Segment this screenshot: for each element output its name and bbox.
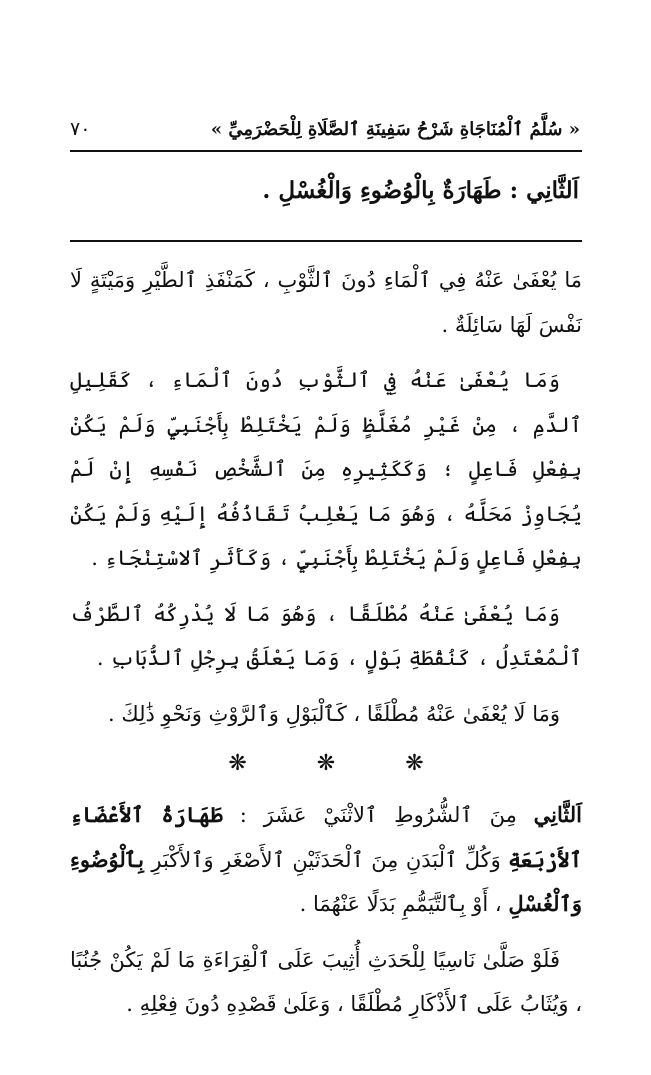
condition-middle: وَكُلِّ ٱلْبَدَنِ مِنَ ٱلْحَدَثَيْنِ ٱلأَصْغَرِ وَٱلأَكْبَرِ: [143, 847, 509, 872]
section-separator: [70, 747, 582, 781]
paragraph-garment-exemption: وَمَا يُعْفَىٰ عَنْهُ فِي ٱلثَّوْبِ دُونَ ٱلْمَاءِ ، كَقَلِيلِ ٱلدَّمِ ، مِنْ غَيْرِ مُغَلَّظٍ وَلَمْ يَخْتَلِطْ بِأَجْنَبِيٍّ وَلَمْ يَكُنْ بِفِعْلِ فَاعِلٍ ؛ وَكَكَثِيرِهِ مِنَ ٱلشَّخْصِ نَفْسِهِ إِنْ لَمْ يُجَاوِزْ مَحَلَّهُ ، وَهُوَ مَا يَغْلِبُ تَقَاذُفُهُ إِلَيْهِ وَلَمْ يَكُنْ بِفِعْلِ فَاعِلٍ وَلَمْ يَخْتَلِطْ بِأَجْنَبِيٍّ ، وَكَأَثَرِ ٱلاسْتِنْجَاءِ .: [70, 368, 582, 570]
header-rule: [70, 150, 582, 152]
running-title: « سُلَّمُ ٱلْمُنَاجَاةِ شَرْحُ سَفِينَةِ ٱلصَّلَاةِ لِلْحَضْرَمِيِّ »: [210, 118, 580, 140]
condition-intro: مِنَ ٱلشُّرُوطِ ٱلاثْنَيْ عَشَرَ :: [222, 803, 534, 827]
body-text: [70, 258, 582, 1038]
separator-star: ❋: [228, 750, 247, 776]
section-heading: اَلثَّانِي : طَهَارَةٌ بِالْوُضُوءِ وَالْغُسْلِ .: [262, 177, 579, 204]
page-number: ٧٠: [70, 118, 91, 140]
paragraph-second-condition: [70, 793, 582, 927]
separator-star: ❋: [405, 750, 424, 776]
condition-bold-phrase: طَهَارَةُ ٱلأَعْضَاءِ ٱلأَرْبَعَةِ: [70, 802, 582, 872]
separator-star: ❋: [316, 750, 336, 776]
heading-rule: [70, 240, 582, 242]
condition-lead: اَلثَّانِي: [533, 802, 582, 827]
paragraph-absolute-exemption: وَمَا يُعْفَىٰ عَنْهُ مُطْلَقًا ، وَهُوَ مَا لَا يُدْرِكُهُ ٱلطَّرْفُ ٱلْمُعْتَدِلُ ، كَنُقْطَةِ بَوْلٍ ، وَمَا يَعْلَقُ بِرِجْلِ ٱلذُّبَابِ .: [70, 601, 582, 670]
paragraph-no-exemption: وَمَا لَا يُعْفَىٰ عَنْهُ مُطْلَقًا ، كَٱلْبَوْلِ وَٱلرَّوْثِ وَنَحْوِ ذَٰلِكَ .: [108, 701, 560, 726]
paragraph-forgetful-prayer: فَلَوْ صَلَّىٰ نَاسِيًا لِلْحَدَثِ أُثِيبَ عَلَى ٱلْقِرَاءَةِ مَا لَمْ يَكُنْ جُنُبًا ، وَيُثَابُ عَلَى ٱلأَذْكَارِ مُطْلَقًا ، وَعَلَىٰ قَصْدِهِ دُونَ فِعْلِهِ .: [70, 947, 582, 1016]
page-header: [70, 112, 580, 146]
condition-bold-phrase-2: بِٱلْوُضُوءِ وَٱلْغُسْلِ: [70, 846, 582, 916]
condition-ending: ، أَوْ بِٱلتَّيَمُّمِ بَدَلًا عَنْهُمَا .: [299, 892, 509, 916]
paragraph-water-exemption: مَا يُعْفَىٰ عَنْهُ فِي ٱلْمَاءِ دُونَ ٱلثَّوْبِ ، كَمَنْفَذِ ٱلطَّيْرِ وَمَيْتَةٍ لَا نَفْسَ لَهَا سَائِلَةٌ .: [70, 268, 582, 337]
